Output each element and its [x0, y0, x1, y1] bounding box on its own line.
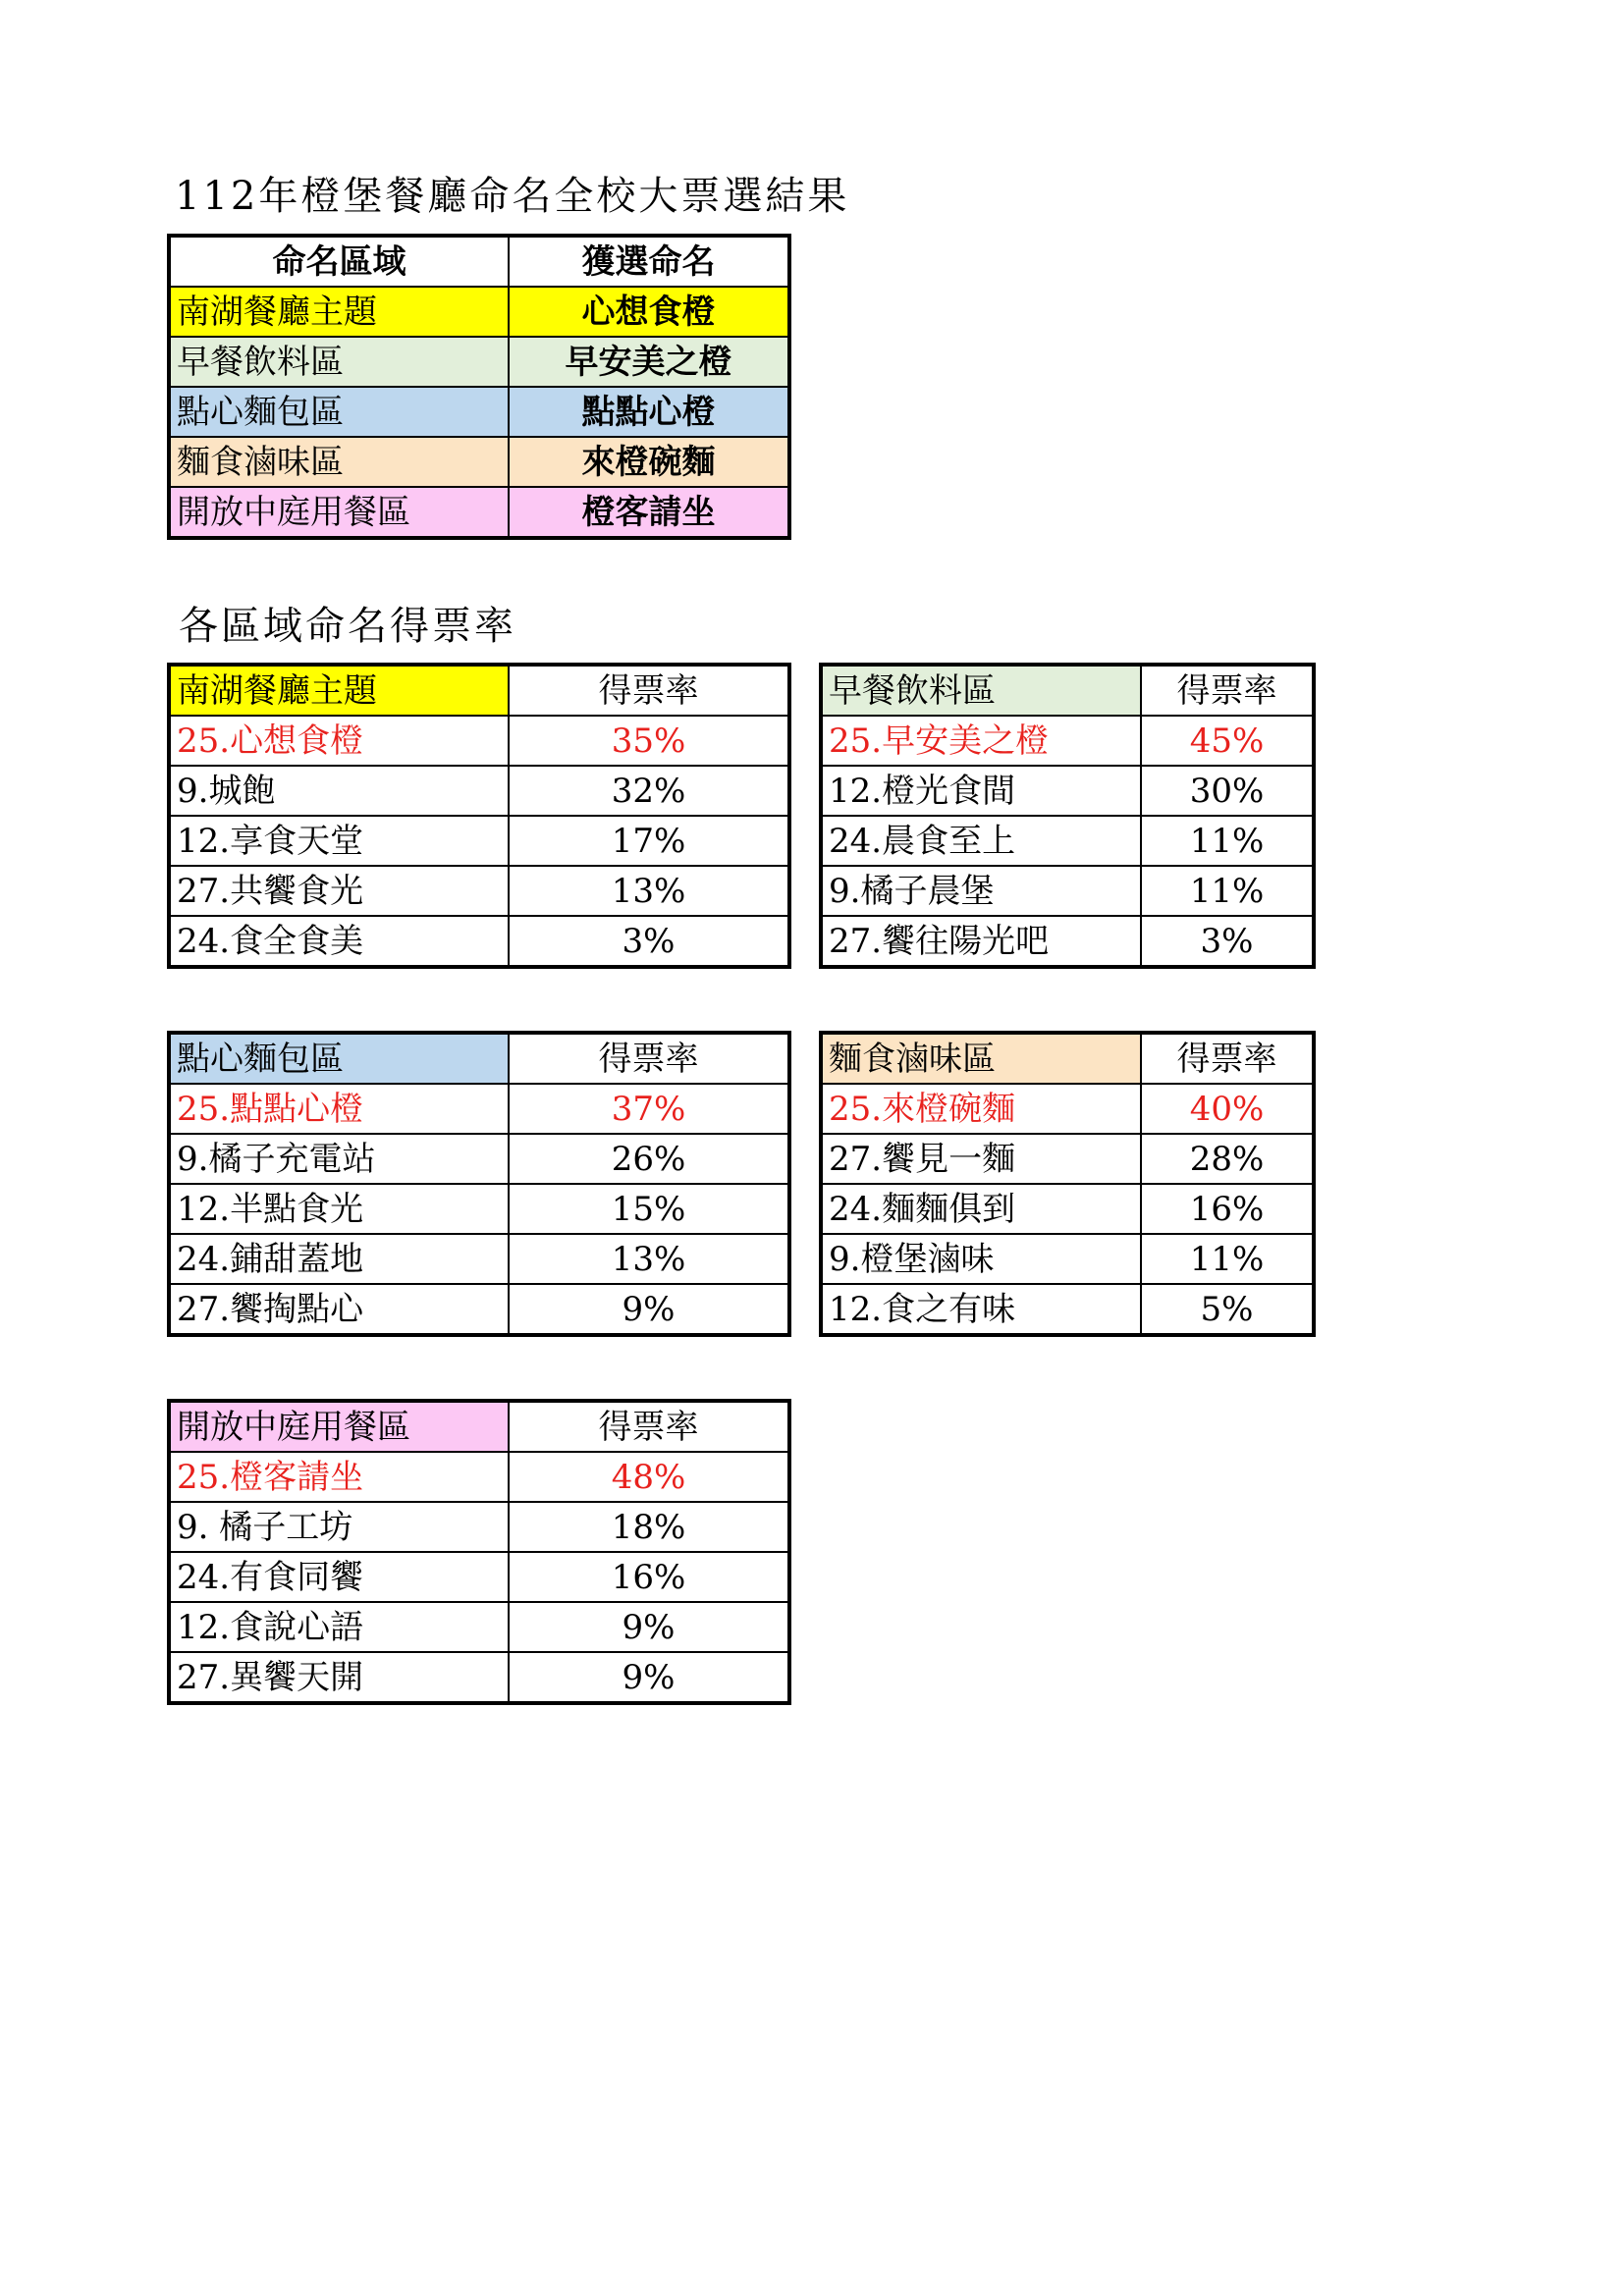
- winner-pct-cell: 45%: [1141, 716, 1314, 766]
- summary-row: [169, 437, 789, 487]
- option-label-cell: 27.共饗食光: [169, 866, 509, 916]
- option-label-cell: 24.晨食至上: [821, 816, 1141, 866]
- winner-label-cell: 25.點點心橙: [169, 1084, 509, 1134]
- rate-header-cell: 得票率: [509, 1401, 789, 1452]
- winner-label-cell: 25.心想食橙: [169, 716, 509, 766]
- area-name-cell: 早餐飲料區: [821, 665, 1141, 716]
- summary-name-cell: 心想食橙: [509, 287, 789, 337]
- option-label-cell: 27.饗掏點心: [169, 1284, 509, 1335]
- option-label-cell: 12.橙光食間: [821, 766, 1141, 816]
- winner-pct-cell: 40%: [1141, 1084, 1314, 1134]
- summary-area-cell: 點心麵包區: [169, 387, 509, 437]
- table-row: [169, 1084, 789, 1134]
- table-row: [169, 1184, 789, 1234]
- area-name-cell: 麵食滷味區: [821, 1033, 1141, 1084]
- option-pct-cell: 3%: [1141, 916, 1314, 967]
- table-row: [821, 1134, 1314, 1184]
- option-label-cell: 12.食之有味: [821, 1284, 1141, 1335]
- area-header-row: [821, 1033, 1314, 1084]
- option-label-cell: 12.享食天堂: [169, 816, 509, 866]
- area-name-cell: 開放中庭用餐區: [169, 1401, 509, 1452]
- option-pct-cell: 11%: [1141, 1234, 1314, 1284]
- option-pct-cell: 13%: [509, 1234, 789, 1284]
- winner-pct-cell: 35%: [509, 716, 789, 766]
- table-row: [821, 766, 1314, 816]
- option-pct-cell: 26%: [509, 1134, 789, 1184]
- summary-header-name: 獲選命名: [509, 236, 789, 287]
- table-row: [821, 1084, 1314, 1134]
- area-header-row: [169, 1401, 789, 1452]
- area-name-cell: 點心麵包區: [169, 1033, 509, 1084]
- area-header-row: [169, 1033, 789, 1084]
- rate-header-cell: 得票率: [1141, 665, 1314, 716]
- page-title: 112年橙堡餐廳命名全校大票選結果: [175, 174, 850, 219]
- area-table-breakfast: [819, 663, 1316, 969]
- option-label-cell: 24.有食同饗: [169, 1552, 509, 1602]
- option-pct-cell: 3%: [509, 916, 789, 967]
- option-label-cell: 24.食全食美: [169, 916, 509, 967]
- summary-row: [169, 387, 789, 437]
- summary-header-area: 命名區域: [169, 236, 509, 287]
- summary-area-cell: 早餐飲料區: [169, 337, 509, 387]
- table-row: [169, 1134, 789, 1184]
- summary-area-cell: 麵食滷味區: [169, 437, 509, 487]
- table-row: [169, 816, 789, 866]
- option-pct-cell: 13%: [509, 866, 789, 916]
- option-label-cell: 9.橘子充電站: [169, 1134, 509, 1184]
- area-table-nanhu: [167, 663, 791, 969]
- option-pct-cell: 16%: [509, 1552, 789, 1602]
- option-pct-cell: 11%: [1141, 816, 1314, 866]
- winner-label-cell: 25.早安美之橙: [821, 716, 1141, 766]
- option-label-cell: 24.鋪甜蓋地: [169, 1234, 509, 1284]
- table-row: [169, 766, 789, 816]
- option-pct-cell: 16%: [1141, 1184, 1314, 1234]
- option-label-cell: 9.橙堡滷味: [821, 1234, 1141, 1284]
- option-pct-cell: 9%: [509, 1284, 789, 1335]
- table-row: [821, 866, 1314, 916]
- table-row: [169, 1234, 789, 1284]
- option-label-cell: 9.橘子晨堡: [821, 866, 1141, 916]
- table-row: [169, 1284, 789, 1335]
- option-pct-cell: 30%: [1141, 766, 1314, 816]
- table-row: [169, 1452, 789, 1502]
- table-row: [821, 1284, 1314, 1335]
- summary-name-cell: 早安美之橙: [509, 337, 789, 387]
- option-label-cell: 27.饗往陽光吧: [821, 916, 1141, 967]
- option-pct-cell: 17%: [509, 816, 789, 866]
- table-row: [169, 1502, 789, 1552]
- summary-row: [169, 287, 789, 337]
- option-pct-cell: 5%: [1141, 1284, 1314, 1335]
- option-pct-cell: 11%: [1141, 866, 1314, 916]
- winner-label-cell: 25.來橙碗麵: [821, 1084, 1141, 1134]
- summary-area-cell: 開放中庭用餐區: [169, 487, 509, 538]
- table-row: [169, 1602, 789, 1652]
- area-table-courtyard: [167, 1399, 791, 1705]
- table-row: [169, 1552, 789, 1602]
- option-label-cell: 12.食說心語: [169, 1602, 509, 1652]
- summary-table: [167, 234, 791, 540]
- summary-row: [169, 487, 789, 538]
- rate-header-cell: 得票率: [509, 665, 789, 716]
- area-table-snack: [167, 1031, 791, 1337]
- table-row: [821, 716, 1314, 766]
- winner-label-cell: 25.橙客請坐: [169, 1452, 509, 1502]
- winner-pct-cell: 37%: [509, 1084, 789, 1134]
- summary-header-row: [169, 236, 789, 287]
- option-label-cell: 9.城飽: [169, 766, 509, 816]
- table-row: [821, 1234, 1314, 1284]
- table-row: [821, 1184, 1314, 1234]
- table-row: [821, 916, 1314, 967]
- summary-row: [169, 337, 789, 387]
- area-table-noodle: [819, 1031, 1316, 1337]
- rate-header-cell: 得票率: [1141, 1033, 1314, 1084]
- option-pct-cell: 18%: [509, 1502, 789, 1552]
- option-pct-cell: 9%: [509, 1602, 789, 1652]
- area-header-row: [169, 665, 789, 716]
- option-label-cell: 12.半點食光: [169, 1184, 509, 1234]
- table-row: [169, 716, 789, 766]
- area-name-cell: 南湖餐廳主題: [169, 665, 509, 716]
- table-row: [169, 866, 789, 916]
- area-header-row: [821, 665, 1314, 716]
- option-label-cell: 27.饗見一麵: [821, 1134, 1141, 1184]
- summary-name-cell: 橙客請坐: [509, 487, 789, 538]
- option-pct-cell: 9%: [509, 1652, 789, 1703]
- option-label-cell: 27.異饗天開: [169, 1652, 509, 1703]
- summary-name-cell: 點點心橙: [509, 387, 789, 437]
- winner-pct-cell: 48%: [509, 1452, 789, 1502]
- option-pct-cell: 28%: [1141, 1134, 1314, 1184]
- table-row: [821, 816, 1314, 866]
- option-pct-cell: 32%: [509, 766, 789, 816]
- option-label-cell: 24.麵麵俱到: [821, 1184, 1141, 1234]
- table-row: [169, 916, 789, 967]
- table-row: [169, 1652, 789, 1703]
- rate-header-cell: 得票率: [509, 1033, 789, 1084]
- option-label-cell: 9. 橘子工坊: [169, 1502, 509, 1552]
- option-pct-cell: 15%: [509, 1184, 789, 1234]
- summary-area-cell: 南湖餐廳主題: [169, 287, 509, 337]
- summary-name-cell: 來橙碗麵: [509, 437, 789, 487]
- section-title: 各區域命名得票率: [179, 604, 516, 649]
